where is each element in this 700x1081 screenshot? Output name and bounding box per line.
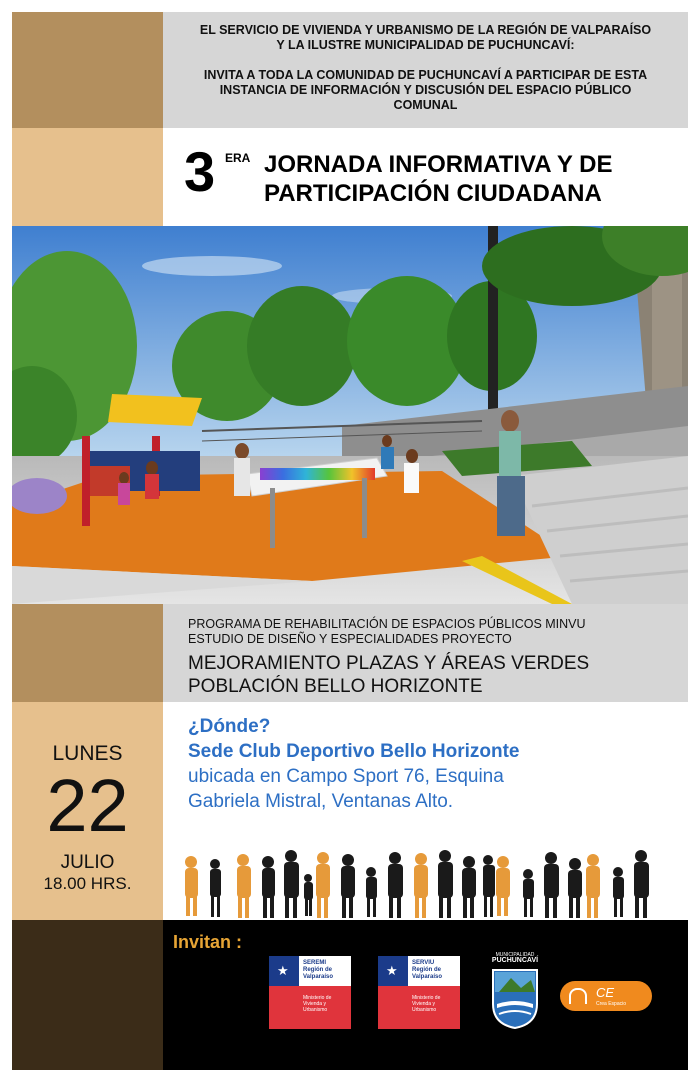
footer-left-block bbox=[12, 920, 163, 1070]
municipalidad-logo bbox=[485, 952, 545, 1042]
event-title bbox=[264, 150, 612, 208]
serviu-logo: ★ SERVIU Región de Valparaíso Ministerio de Vivienda y Urbanismo bbox=[378, 956, 460, 1029]
details-band bbox=[12, 702, 688, 920]
location-block bbox=[163, 702, 688, 920]
event-title-line: PARTICIPACIÓN CIUDADANA bbox=[264, 180, 602, 207]
header-left-block bbox=[12, 12, 163, 128]
location-text bbox=[188, 714, 519, 814]
crea-espacio-logo bbox=[560, 981, 652, 1011]
header-line: COMUNAL bbox=[393, 98, 458, 112]
time: 18.00 HRS. bbox=[43, 874, 132, 893]
edition-number: 3 bbox=[184, 140, 216, 203]
header-text bbox=[163, 12, 688, 128]
footer-logos bbox=[163, 920, 688, 1070]
event-title-line: JORNADA INFORMATIVA Y DE bbox=[264, 151, 613, 178]
municipalidad-label: MUNICIPALIDAD bbox=[495, 952, 535, 958]
puchuncavi-label: PUCHUNCAVÍ bbox=[491, 957, 539, 964]
poster bbox=[12, 12, 688, 1070]
program-line: PROGRAMA DE REHABILITACIÓN DE ESPACIOS PÚBLICOS MINVU bbox=[188, 617, 586, 631]
header-line: Y LA ILUSTRE MUNICIPALIDAD DE PUCHUNCAVÍ: bbox=[276, 38, 575, 52]
date-block bbox=[12, 702, 163, 920]
ce-sub-label: Crea Espacio bbox=[596, 1001, 627, 1007]
park-rendering-image bbox=[12, 226, 688, 604]
footer-band bbox=[12, 920, 688, 1070]
header-line: INVITA A TODA LA COMUNIDAD DE PUCHUNCAVÍ A PARTICIPAR DE ESTA bbox=[203, 68, 648, 82]
venue-name: Sede Club Deportivo Bello Horizonte bbox=[188, 741, 520, 762]
edition-suffix: ERA bbox=[225, 151, 251, 165]
header-band bbox=[12, 12, 688, 128]
project-name-line: MEJORAMIENTO PLAZAS Y ÁREAS VERDES bbox=[188, 653, 590, 674]
header-line: INSTANCIA DE INFORMACIÓN Y DISCUSIÓN DEL ESPACIO PÚBLICO bbox=[219, 83, 632, 97]
project-name bbox=[188, 652, 688, 698]
serviu-region: Región de Valparaíso bbox=[412, 967, 443, 980]
seremi-region: Región de Valparaíso bbox=[303, 967, 334, 980]
program-left-block bbox=[12, 604, 163, 702]
program-line: ESTUDIO DE DISEÑO Y ESPECIALIDADES PROYECTO bbox=[188, 632, 512, 646]
weekday: LUNES bbox=[52, 742, 123, 765]
header-line: EL SERVICIO DE VIVIENDA Y URBANISMO DE LA REGIÓN DE VALPARAÍSO bbox=[199, 23, 652, 37]
address-line: ubicada en Campo Sport 76, Esquina bbox=[188, 766, 504, 787]
program-band bbox=[12, 604, 688, 702]
ministerio-name: Ministerio de Vivienda y Urbanismo bbox=[412, 995, 441, 1013]
crowd-silhouettes-icon bbox=[173, 850, 673, 920]
location-question: ¿Dónde? bbox=[188, 716, 271, 737]
address-line: Gabriela Mistral, Ventanas Alto. bbox=[188, 791, 454, 812]
invitan-label: Invitan : bbox=[173, 932, 243, 952]
day-number: 22 bbox=[46, 764, 129, 847]
bird-icon bbox=[569, 988, 587, 1004]
title-band bbox=[12, 128, 688, 226]
puchuncavi-shield-icon bbox=[491, 968, 539, 1030]
serviu-name: SERVIU bbox=[412, 960, 435, 966]
title-left-block bbox=[12, 128, 163, 226]
ministerio-name: Ministerio de Vivienda y Urbanismo bbox=[303, 995, 332, 1013]
project-name-line: POBLACIÓN BELLO HORIZONTE bbox=[188, 676, 483, 697]
title-block bbox=[163, 128, 688, 226]
month: JULIO bbox=[60, 852, 115, 873]
seremi-logo: ★ SEREMI Región de Valparaíso Ministerio de Vivienda y Urbanismo bbox=[269, 956, 351, 1029]
ce-label: CE bbox=[596, 985, 615, 1000]
seremi-name: SEREMI bbox=[303, 960, 327, 966]
program-text bbox=[163, 604, 688, 702]
